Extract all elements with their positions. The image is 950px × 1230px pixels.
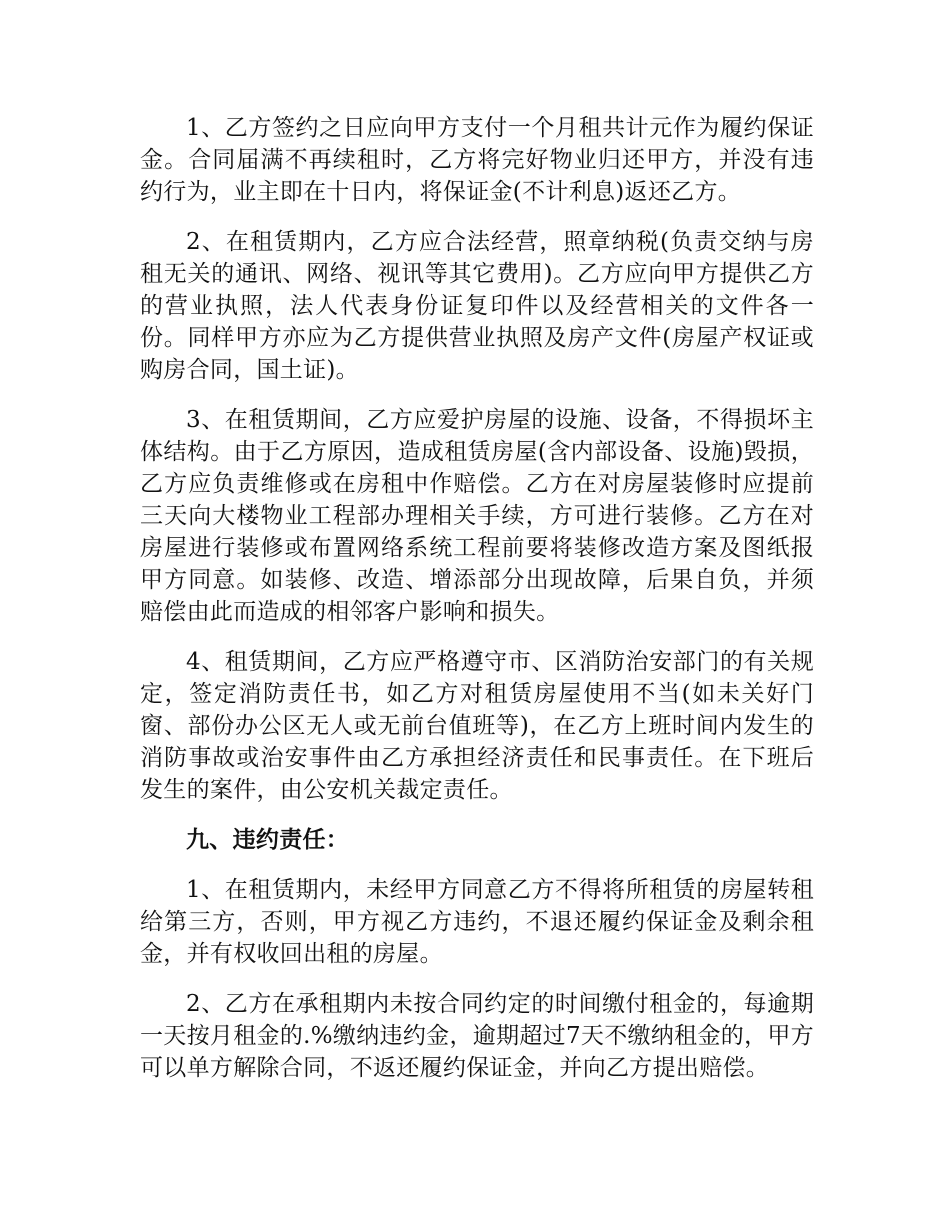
clause-paragraph: 1、乙方签约之日应向甲方支付一个月租共计元作为履约保证金。合同届满不再续租时，乙方将完好物业归还甲方，并没有违约行为，业主即在十日内，将保证金(不计利息)返还乙方。 <box>140 115 814 205</box>
clause-paragraph: 4、租赁期间，乙方应严格遵守市、区消防治安部门的有关规定，签定消防责任书，如乙方对租赁房屋使用不当(如未关好门窗、部份办公区无人或无前台值班等)，在乙方上班时间内发生的消防事故或治安事件由乙方承担经济责任和民事责任。在下班后发生的案件，由公安机关裁定责任。 <box>140 649 814 803</box>
clause-paragraph: 1、在租赁期内，未经甲方同意乙方不得将所租赁的房屋转租给第三方，否则，甲方视乙方违约，不退还履约保证金及剩余租金，并有权收回出租的房屋。 <box>140 877 814 967</box>
clause-paragraph: 2、在租赁期内，乙方应合法经营，照章纳税(负责交纳与房租无关的通讯、网络、视讯等其它费用)。乙方应向甲方提供乙方的营业执照，法人代表身份证复印件以及经营相关的文件各一份。同样甲方亦应为乙方提供营业执照及房产文件(房屋产权证或购房合同，国土证)。 <box>140 229 814 383</box>
clause-paragraph: 3、在租赁期间，乙方应爱护房屋的设施、设备，不得损坏主体结构。由于乙方原因，造成租赁房屋(含内部设备、设施)毁损，乙方应负责维修或在房租中作赔偿。乙方在对房屋装修时应提前三天向大楼物业工程部办理相关手续，方可进行装修。乙方在对房屋进行装修或布置网络系统工程前要将装修改造方案及图纸报甲方同意。如装修、改造、增添部分出现故障，后果自负，并须赔偿由此而造成的相邻客户影响和损失。 <box>140 407 814 625</box>
clause-paragraph: 2、乙方在承租期内未按合同约定的时间缴付租金的，每逾期一天按月租金的.%缴纳违约金，逾期超过7天不缴纳租金的，甲方可以单方解除合同，不返还履约保证金，并向乙方提出赔偿。 <box>140 991 814 1081</box>
section-heading: 九、违约责任： <box>186 826 350 853</box>
document-body <box>140 112 814 1102</box>
